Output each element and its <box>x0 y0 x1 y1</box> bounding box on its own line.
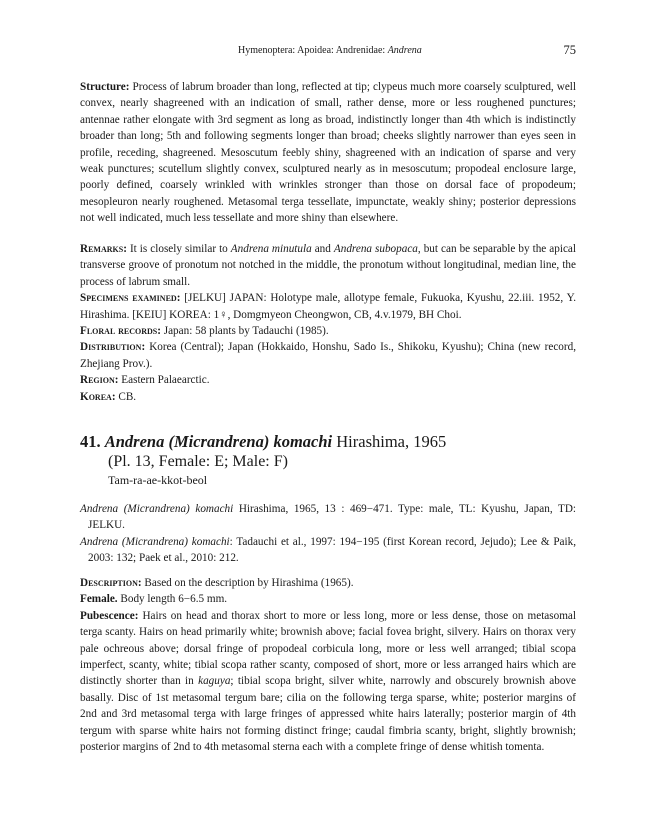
region-paragraph <box>80 372 576 388</box>
specimens-label-text: Specimens examined <box>80 292 177 305</box>
floral-paragraph <box>80 323 576 339</box>
page-number: 75 <box>563 43 576 57</box>
korea-label: Korea: <box>80 390 116 403</box>
description-text: Based on the description by Hirashima (1965). <box>144 577 354 589</box>
floral-label: Floral records: <box>80 325 161 338</box>
remarks-text-2: and <box>314 243 331 255</box>
citation-2 <box>80 534 576 567</box>
remarks-species-1: Andrena minutula <box>230 243 312 255</box>
floral-label-text: Floral records <box>80 325 158 338</box>
species-korean-name: Tam-ra-ae-kkot-beol <box>108 473 208 487</box>
distribution-text: Korea (Central); Japan (Hokkaido, Honshu, Sado Is., Shikoku, Kyushu); China (new record, Zhejiang Prov.). <box>80 341 577 370</box>
region-label-text: Region <box>80 374 115 387</box>
remarks-species-2: Andrena subopaca <box>333 243 418 255</box>
pubescence-text-2: ; tibial scopa bright, silver white, narrowly and obscurely brownish above basally. Disc of 1st metasomal tergum bare; cilia on the following terga sparse, white; posterior margins of 2nd and 3rd metasomal terga with large fringes of appressed white hairs laterally; posterior margin of 4th tergum with sparse white hairs not forming distinct fringe; caudal fimbria scanty, bright, slightly brownish; posterior margins of 2nd to 4th metasomal sterna each with a complete fringe of dense whitish tomenta. <box>80 675 576 754</box>
running-title-genus: Andrena <box>387 45 422 56</box>
citation-1-genus: Andrena <box>80 503 119 515</box>
species-genus: Andrena <box>104 432 165 451</box>
pubescence-label-text: Pubescence <box>80 609 135 622</box>
species-number: 41. <box>80 432 101 451</box>
citation-1-text: Hirashima, 1965, 13 : 469−471. Type: male, TL: Kyushu, Japan, TD: JELKU. <box>88 503 577 532</box>
korea-label-text: Korea <box>80 390 112 403</box>
species-heading <box>80 432 576 488</box>
specimens-paragraph <box>80 290 576 323</box>
running-title-prefix: Hymenoptera: Apoidea: Andrenidae: <box>238 45 386 56</box>
region-text: Eastern Palaearctic. <box>121 374 210 387</box>
structure-paragraph <box>80 79 576 227</box>
species-author: Hirashima, 1965 <box>336 432 447 451</box>
species-plate: (Pl. 13, Female: E; Male: F) <box>108 453 288 470</box>
distribution-label-text: Distribution <box>80 341 142 354</box>
remarks-paragraph <box>80 241 576 290</box>
female-text: Body length 6−6.5 mm. <box>120 593 228 606</box>
species-epithet: komachi <box>273 432 333 451</box>
citations-block <box>80 501 576 567</box>
remarks-block <box>80 241 576 405</box>
floral-text: Japan: 58 plants by Tadauchi (1985). <box>163 325 329 338</box>
citation-1 <box>80 501 576 534</box>
citation-1-subgenus: (Micrandrena) <box>123 503 190 515</box>
pubescence-text-1: Hairs on head and thorax short to more or less long, more or less dense, those on metasomal terga scanty. Hairs on head primarily white; brownish above; facial fovea bright, silvery. Hairs on thorax very pale ochreous above; dorsal fringe of propodeal corbicula long, more or less well arranged; tibial scopa imperfect, scanty, white; tibial scopa rather scanty, composed of short, more or less arranged hairs which are distinctly shorter than in <box>80 609 576 688</box>
species-subgenus: (Micrandrena) <box>168 432 270 451</box>
citation-1-epithet: komachi <box>195 503 234 515</box>
running-title <box>238 44 422 58</box>
remarks-text-1: It is closely similar to <box>129 243 228 255</box>
female-label-text: Female <box>80 593 115 606</box>
pubescence-species: kaguya <box>198 675 231 688</box>
korea-paragraph <box>80 389 576 405</box>
korea-text: CB. <box>118 390 137 403</box>
region-label: Region: <box>80 374 119 387</box>
species-title <box>80 432 576 452</box>
specimens-label: Specimens examined: <box>80 292 181 305</box>
running-header <box>80 44 576 60</box>
description-block <box>80 575 576 755</box>
structure-label: Structure: <box>80 81 130 93</box>
remarks-text-3: , but can be separable by the apical transverse groove of pronotum not notched in the middle, the pronotum without longitudinal, median line, the process of labrum small. <box>80 243 576 288</box>
female-label: Female. <box>80 593 118 606</box>
specimens-text: [JELKU] JAPAN: Holotype male, allotype female, Fukuoka, Kyushu, 22.iii. 1952, Y. Hirashima. [KEIU] KOREA: 1♀, Domgmyeon Cheongwon, CB, 4.v.1979, BH Choi. <box>80 292 576 321</box>
pubescence-label: Pubescence: <box>80 609 139 622</box>
remarks-label-text: Remarks <box>80 243 124 255</box>
remarks-label: Remarks: <box>80 243 127 255</box>
description-label: Description: <box>80 577 142 589</box>
distribution-paragraph <box>80 339 576 372</box>
citation-2-epithet: komachi <box>191 535 230 548</box>
distribution-label: Distribution: <box>80 341 146 354</box>
citation-2-subgenus: (Micrandrena) <box>121 535 188 548</box>
citation-2-text: : Tadauchi et al., 1997: 194−195 (first Korean record, Jejudo); Lee & Paik, 2003: 132; Paek et al., 2010: 212. <box>88 535 577 565</box>
citation-2-genus: Andrena <box>80 535 119 548</box>
description-label-text: Description <box>80 577 138 589</box>
structure-label-text: Structure <box>80 81 126 93</box>
female-paragraph <box>80 591 576 607</box>
structure-text: Process of labrum broader than long, reflected at tip; clypeus much more coarsely sculptured, well convex, nearly shagreened with an indication of small, rather dense, more or less roughened punctures; antennae rather elongate with 3rd segment as long as broad, indistinctly longer than 4th which is indistinctly broader than long; 5th and following segments longer than broad; cheeks slightly narrower than eyes seen in profile, receding, shagreened. Mesoscutum feebly shiny, shagreened with an indication of sparse and very weak punctures; scutellum slightly convex, sculptured nearly as in mesoscutum; propodeal enclosure large, poorly defined, coarsely wrinkled with wrinkles stronger than those on dorsal face of propodeum; mesopleuron nearly roughened. Metasomal terga tessellate, impunctate, weakly shiny; posterior depressions not well indicated, much less tessellate and more shiny than elsewhere. <box>80 81 576 225</box>
description-paragraph <box>80 575 576 591</box>
pubescence-paragraph <box>80 608 576 756</box>
